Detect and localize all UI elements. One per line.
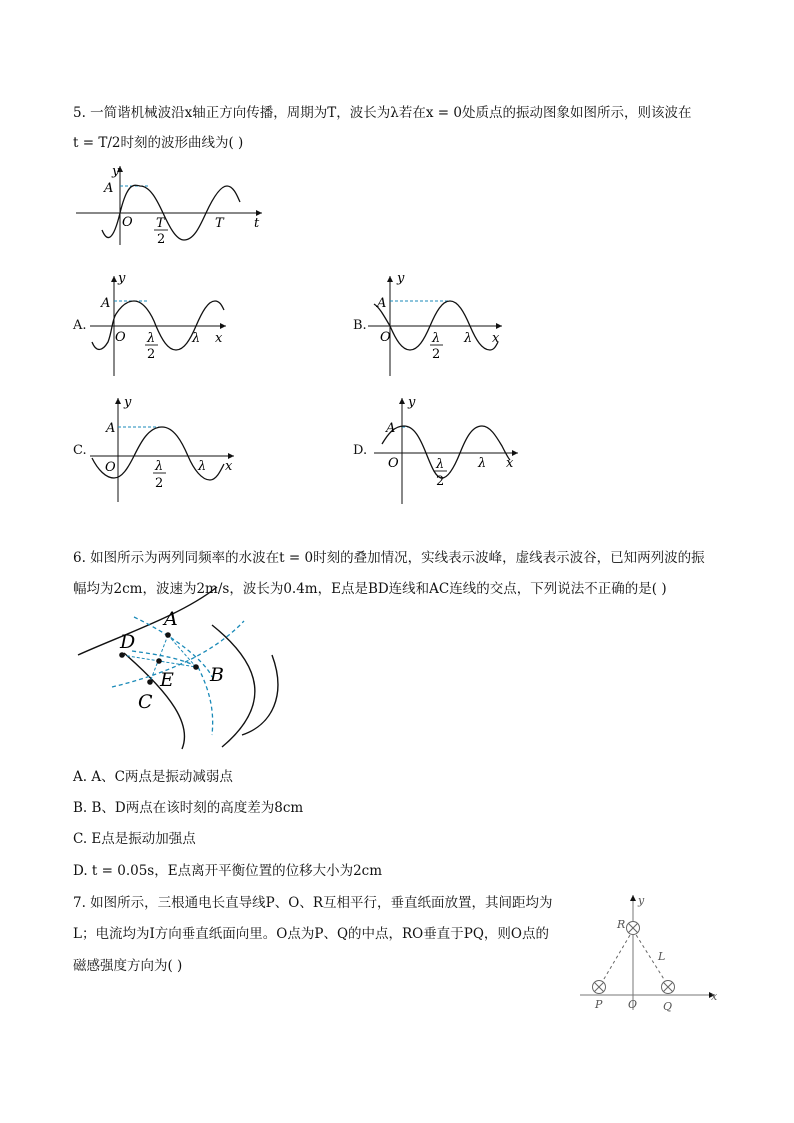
q5-d-half-den: 2 xyxy=(436,474,445,489)
q5-option-a-label: A. xyxy=(73,318,87,333)
q5-d-A-label: A xyxy=(386,421,396,436)
q5-d-half-num: λ xyxy=(436,457,445,472)
q7-fig-O-label: O xyxy=(628,998,638,1011)
q5-a-x-label: x xyxy=(215,331,223,346)
q6-wave-interference-figure xyxy=(72,585,287,755)
q5-option-d-label: D. xyxy=(353,443,368,458)
q6-option-c: C. E点是振动加强点 xyxy=(73,831,196,847)
q5-a-O-label: O xyxy=(115,330,126,345)
q6-option-b: B. B、D两点在该时刻的高度差为8cm xyxy=(73,800,304,816)
q5-b-A-label: A xyxy=(377,296,387,311)
q5-fig-O-label: O xyxy=(122,215,133,230)
q5-text-line1: 5. 一简谐机械波沿x轴正方向传播，周期为T，波长为λ若在x = 0处质点的振动图象如图所示，则该波在 xyxy=(73,105,692,121)
q5-d-O-label: O xyxy=(388,456,399,471)
q5-b-half-num: λ xyxy=(432,331,441,346)
q5-c-O-label: O xyxy=(105,460,116,475)
q5-d-y-label: y xyxy=(408,395,416,410)
q5-option-b-label: B. xyxy=(353,318,367,333)
q5-c-half-num: λ xyxy=(155,459,164,474)
q5-fig-half-den: 2 xyxy=(157,232,166,247)
q5-c-y-label: y xyxy=(124,395,132,410)
q5-b-O-label: O xyxy=(380,330,391,345)
q6-point-A: A xyxy=(164,608,178,630)
q5-b-x-label: x xyxy=(492,331,500,346)
q7-fig-x-label: x xyxy=(711,990,718,1003)
q6-point-E: E xyxy=(160,669,174,691)
q6-point-C: C xyxy=(138,691,153,713)
q5-a-half-den: 2 xyxy=(147,347,156,362)
q5-vibration-graph xyxy=(72,160,272,250)
q7-text-line3: 磁感强度方向为( ) xyxy=(73,958,183,974)
q5-c-A-label: A xyxy=(106,421,116,436)
q5-c-lambda-label: λ xyxy=(198,459,207,474)
q5-option-c-graph xyxy=(88,394,238,504)
q7-fig-P-label: P xyxy=(595,998,603,1011)
q5-option-a-graph xyxy=(88,270,238,380)
q5-fig-half-num: T xyxy=(156,216,165,231)
q5-a-A-label: A xyxy=(101,296,111,311)
q5-b-lambda-label: λ xyxy=(464,331,473,346)
q6-option-a: A. A、C两点是振动减弱点 xyxy=(73,769,233,785)
q6-point-D: D xyxy=(120,631,136,653)
q7-wire-figure xyxy=(575,890,725,1015)
q5-d-lambda-label: λ xyxy=(478,456,487,471)
q5-a-half-num: λ xyxy=(147,331,156,346)
q5-fig-t-label: t xyxy=(254,216,260,231)
q6-text-line2: 幅均为2cm，波速为2m/s，波长为0.4m，E点是BD连线和AC连线的交点，下列说法不正确的是( ) xyxy=(73,581,667,597)
q5-fig-T-label: T xyxy=(215,216,224,231)
q5-b-half-den: 2 xyxy=(432,347,441,362)
q5-text-line2: t = T/2时刻的波形曲线为( ) xyxy=(73,135,244,151)
q5-c-half-den: 2 xyxy=(155,476,164,491)
q7-text-line2: L；电流均为I方向垂直纸面向里。O点为P、Q的中点，RO垂直于PQ，则O点的 xyxy=(73,926,549,942)
q5-fig-A-label: A xyxy=(104,181,114,196)
q7-fig-y-label: y xyxy=(638,894,645,907)
q7-fig-R-label: R xyxy=(617,918,626,931)
q5-b-y-label: y xyxy=(397,271,405,286)
q5-option-c-label: C. xyxy=(73,443,87,458)
q6-point-B: B xyxy=(210,664,224,686)
q5-option-d-graph xyxy=(368,394,528,506)
q5-option-b-graph xyxy=(366,270,516,380)
q5-a-y-label: y xyxy=(118,271,126,286)
q5-d-x-label: x xyxy=(506,456,514,471)
q7-fig-Q-label: Q xyxy=(663,1000,673,1013)
q5-c-x-label: x xyxy=(225,459,233,474)
q7-fig-L-label: L xyxy=(658,950,666,963)
q6-option-d: D. t = 0.05s，E点离开平衡位置的位移大小为2cm xyxy=(73,863,383,879)
q7-text-line1: 7. 如图所示，三根通电长直导线P、O、R互相平行，垂直纸面放置，其间距均为 xyxy=(73,895,553,911)
q6-text-line1: 6. 如图所示为两列同频率的水波在t = 0时刻的叠加情况，实线表示波峰，虚线表示波谷，已知两列波的振 xyxy=(73,550,705,566)
q5-fig-y-label: y xyxy=(112,164,120,179)
q5-a-lambda-label: λ xyxy=(192,331,201,346)
